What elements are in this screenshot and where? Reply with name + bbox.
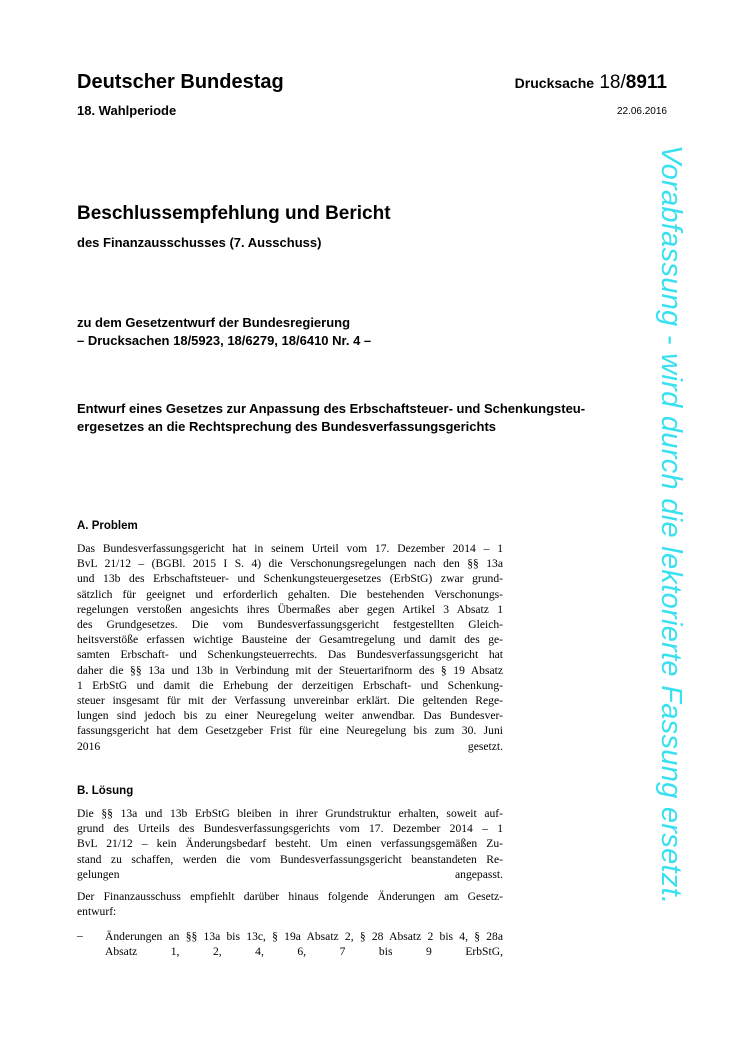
section-a-body [77,541,503,754]
drucksache-number [515,72,667,94]
document-date: 22.06.2016 [616,106,667,117]
drucksache-id: 8911 [625,72,667,93]
section-b-heading: B. Lösung [77,785,134,797]
section-a-line: BvL 21/12 – (BGBl. 2015 I S. 4) die Verschonungsregelungen nach den §§ 13a [77,557,503,571]
section-a-line: und 13b des Erbschaftsteuer- und Schenkungsteuergesetzes (ErbStG) zwar grund- [77,572,503,586]
section-b-line: stand zu schaffen, werden die vom Bundesverfassungsgericht beanstandeten Re- [77,852,503,866]
institution-title: Deutscher Bundestag [77,71,284,93]
reference-line-2: – Drucksachen 18/5923, 18/6279, 18/6410 Nr. 4 – [77,333,372,348]
section-b-para-1 [77,806,503,882]
section-a-line: heitsverstöße erfassen wichtige Bausteine der Gesamtregelung und damit des ge- [77,633,503,647]
section-b-para-2 [77,889,503,919]
section-a-line: 2016 gesetzt. [77,739,503,753]
bullet-dash: – [77,929,83,942]
section-b-line: BvL 21/12 – kein Änderungsbedarf besteht. Um einen verfassungsgemäßen Zu- [77,837,503,851]
drucksache-label: Drucksache [514,75,595,91]
section-a-line: lungen sind jedoch bis zu einer Neuregelung weiter anwendbar. Das Bundesver- [77,709,503,723]
committee-subtitle: des Finanzausschusses (7. Ausschuss) [77,235,322,250]
reference-line-1: zu dem Gesetzentwurf der Bundesregierung [77,315,351,330]
bullet-line: Änderungen an §§ 13a bis 13c, § 19a Absatz 2, § 28 Absatz 2 bis 4, § 28a [105,930,503,943]
section-a-line: Das Bundesverfassungsgericht hat in seinem Urteil vom 17. Dezember 2014 – 1 [77,542,503,555]
section-a-line: daher die §§ 13a und 13b in Verbindung mit der Steuertarifnorm des § 19 Absatz [77,663,503,677]
section-b-line: Die §§ 13a und 13b ErbStG bleiben in ihrer Grundstruktur erhalten, soweit auf- [77,807,503,820]
law-title-line-1: Entwurf eines Gesetzes zur Anpassung des Erbschaftsteuer- und Schenkungsteu- [77,401,586,416]
section-a-heading: A. Problem [77,520,138,532]
section-a-line: regelungen verstoßen angesichts ihres Übermaßes aber gegen Artikel 3 Absatz 1 [77,602,503,616]
section-a-line: fassungsgericht hat dem Gesetzgeber Frist für eine Neuregelung bis zum 30. Juni [77,724,503,738]
preliminary-version-watermark: Vorabfassung - wird durch die lektorierte Fassung ersetzt. [655,145,687,905]
section-a-line: steuer insgesamt für mit der Verfassung unvereinbar erklärt. Die geltenden Rege- [77,694,503,708]
section-a-line: sätzlich für geeignet und erforderlich gehalten. Die bestehenden Verschonungs- [77,587,503,601]
section-a-line: samten Erbschaft- und Schenkungsteuerrechts. Das Bundesverfassungsgericht hat [77,648,503,662]
section-b-line: gelungen angepasst. [77,867,503,881]
law-title-line-2: ergesetzes an die Rechtsprechung des Bundesverfassungsgerichts [77,419,497,434]
bullet-line: Absatz 1, 2, 4, 6, 7 bis 9 ErbStG, [105,945,503,959]
section-a-line: des Grundgesetzes. Die vom Bundesverfassungsgericht festgestellten Gleich- [77,618,503,632]
section-a-line: 1 ErbStG und damit die Erhebung der derzeitigen Erbschaft- und Schenkung- [77,678,503,692]
section-b-line: grund des Urteils des Bundesverfassungsgerichts vom 17. Dezember 2014 – 1 [77,822,503,836]
section-b-line: Der Finanzausschuss empfiehlt darüber hinaus folgende Änderungen am Gesetz- [77,890,503,903]
document-heading: Beschlussempfehlung und Bericht [77,203,391,224]
election-period: 18. Wahlperiode [77,103,177,118]
section-b-line: entwurf: [77,905,117,919]
drucksache-prefix: 18/ [599,72,626,93]
section-b-bullet-1 [105,929,503,959]
